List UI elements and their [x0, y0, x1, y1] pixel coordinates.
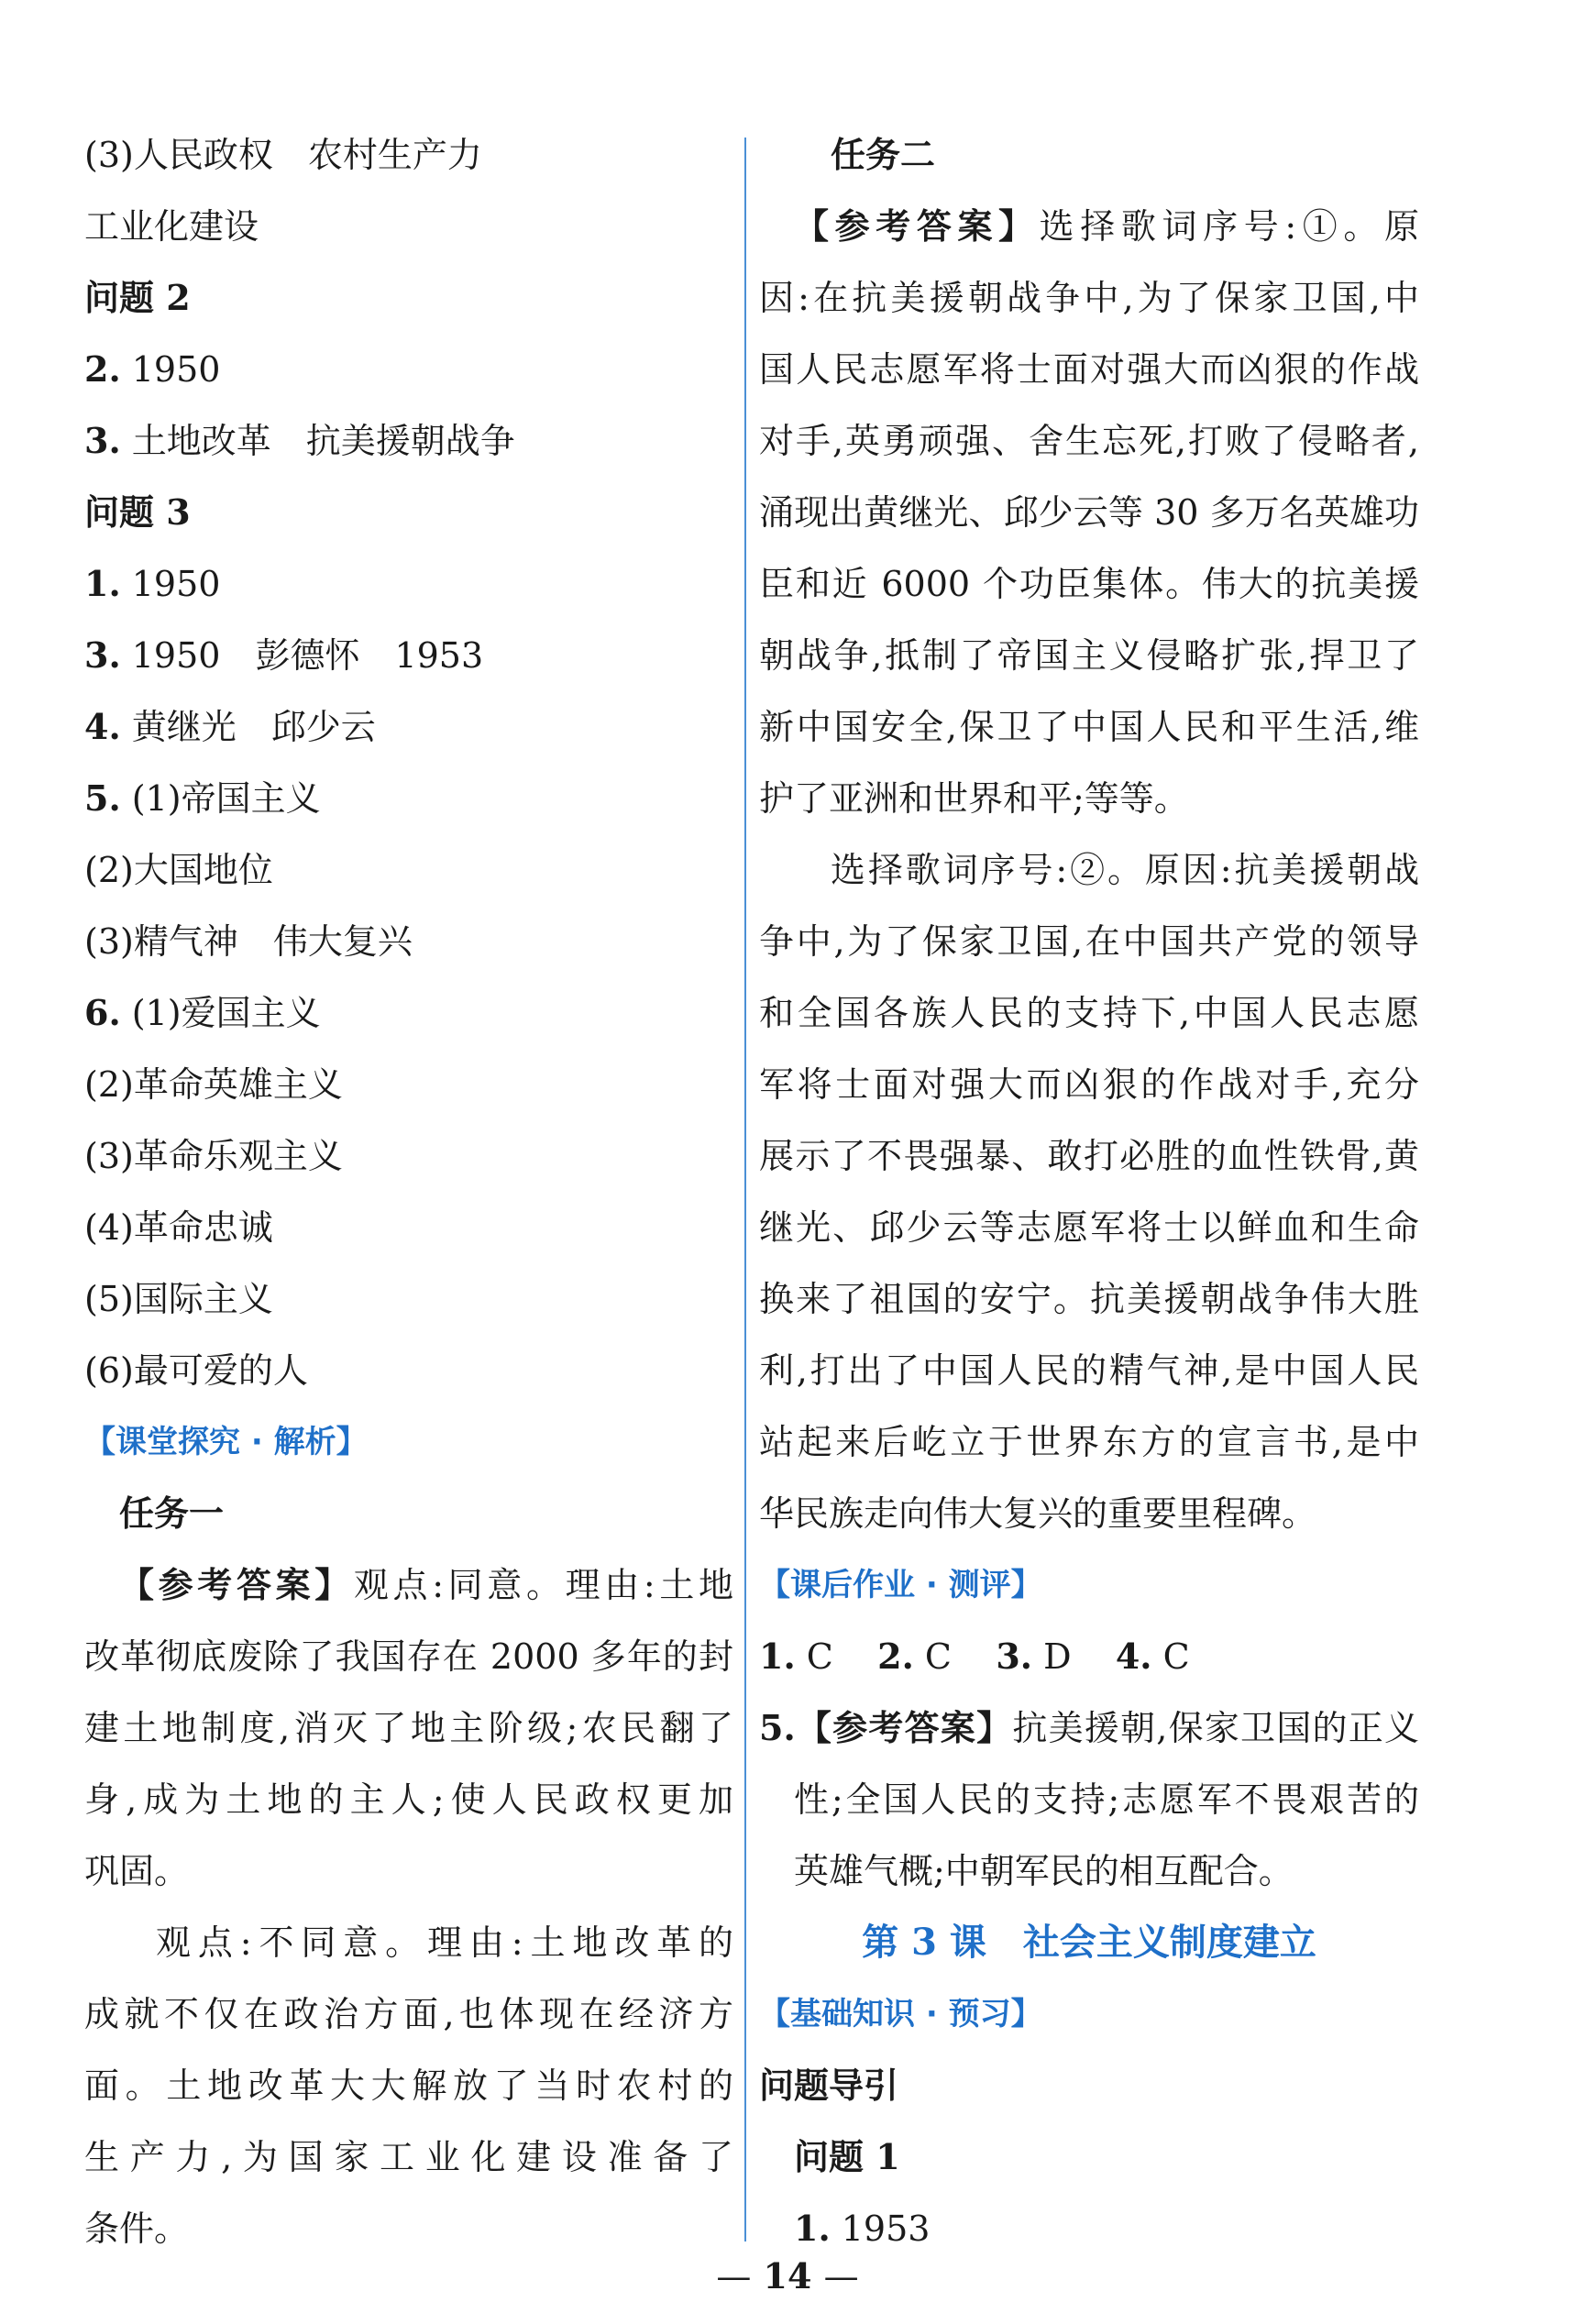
answer-line: [84, 548, 733, 620]
answer-text: (1)爱国主义: [120, 993, 321, 1033]
paragraph-line: 臣和近 6000 个功臣集体。伟大的抗美援: [759, 564, 1419, 604]
paragraph-line: 朝战争,抵制了帝国主义侵略扩张,捍卫了: [759, 635, 1419, 676]
question-1-title: 问题 1: [794, 2136, 900, 2177]
answer-text: (1)帝国主义: [120, 778, 321, 819]
answer-line: (3)人民政权 农村生产力: [84, 135, 482, 175]
item-number: 4.: [1115, 1636, 1152, 1677]
right-column: [759, 119, 1419, 2264]
answer-text: C: [1151, 1636, 1190, 1677]
item-number: 5.: [759, 1707, 796, 1748]
paragraph-line: 选择歌词序号:②。原因:抗美援朝战: [831, 850, 1419, 890]
answer-line: (2)革命英雄主义: [84, 1064, 343, 1105]
paragraph-line: 观点:不同意。理由:土地改革的: [156, 1922, 733, 1963]
lesson-title: 第 3 课 社会主义制度建立: [862, 1921, 1316, 1964]
paragraph-text: 选择歌词序号:①。原: [1039, 206, 1419, 247]
answer-text: C: [795, 1636, 833, 1677]
page-number: 14: [763, 2255, 812, 2296]
answer-text: C: [913, 1636, 952, 1677]
answer-line: [84, 620, 733, 691]
paragraph-line: 继光、邱少云等志愿军将士以鲜血和生命: [759, 1207, 1419, 1248]
answer-line: (3)精气神 伟大复兴: [84, 921, 413, 962]
answer-line: [759, 2193, 1419, 2264]
answer-label: 【参考答案】: [794, 205, 1040, 247]
item-number: 1.: [84, 563, 121, 604]
answer-line: (2)大国地位: [84, 850, 273, 890]
answer-line: [84, 691, 733, 763]
item-number: 3.: [84, 634, 121, 676]
answer-text: 1950 彭德怀 1953: [120, 635, 484, 676]
item-number: 2.: [877, 1636, 914, 1677]
answer-text: 黄继光 邱少云: [120, 707, 376, 747]
paragraph-line: 建土地制度,消灭了地主阶级;农民翻了: [84, 1708, 733, 1748]
task-2-title: 任务二: [831, 134, 936, 175]
answer-label: 【参考答案】: [795, 1707, 1013, 1748]
paragraph-line: 因:在抗美援朝战争中,为了保家卫国,中: [759, 278, 1419, 318]
paragraph-line: [84, 1549, 733, 1621]
task-1-title: 任务一: [119, 1492, 225, 1534]
homework-answers-row: [759, 1621, 1419, 1692]
answer-line: [84, 763, 733, 834]
left-column: [84, 119, 733, 2264]
paragraph-line: 展示了不畏强暴、敢打必胜的血性铁骨,黄: [759, 1136, 1419, 1176]
answer-line: (3)革命乐观主义: [84, 1136, 343, 1176]
answer-text: 1953: [830, 2208, 931, 2249]
answer-text: 土地改革 抗美援朝战争: [120, 421, 515, 461]
paragraph-line: 护了亚洲和世界和平;等等。: [759, 778, 1189, 819]
answer-text: 1950: [120, 564, 221, 604]
paragraph-line: 生产力,为国家工业化建设准备了: [84, 2137, 733, 2177]
paragraph-line: 新中国安全,保卫了中国人民和平生活,维: [759, 707, 1419, 747]
paragraph-line: 国人民志愿军将士面对强大而凶狠的作战: [759, 349, 1419, 390]
answer-line: (5)国际主义: [84, 1279, 273, 1319]
paragraph-line: 条件。: [84, 2208, 190, 2249]
page-number-footer: [0, 2255, 1575, 2296]
answer-line: [84, 334, 733, 405]
footer-dash-left: —: [716, 2256, 752, 2296]
paragraph-line: 华民族走向伟大复兴的重要里程碑。: [759, 1493, 1317, 1534]
section-heading-explore: 【课堂探究 · 解析】: [84, 1424, 368, 1460]
paragraph-line: 涌现出黄继光、邱少云等 30 多万名英雄功: [759, 492, 1419, 533]
answer-line: 工业化建设: [84, 206, 259, 247]
item-number: 2.: [84, 348, 121, 390]
paragraph-line: 和全国各族人民的支持下,中国人民志愿: [759, 993, 1419, 1033]
item-number: 4.: [84, 706, 121, 747]
paragraph-line: 英雄气概;中朝军民的相互配合。: [794, 1851, 1294, 1891]
paragraph-line: 争中,为了保家卫国,在中国共产党的领导: [759, 921, 1419, 962]
answer-line: (4)革命忠诚: [84, 1207, 273, 1248]
paragraph-line: 面。土地改革大大解放了当时农村的: [84, 2065, 733, 2106]
item-number: 3.: [996, 1636, 1032, 1677]
footer-dash-right: —: [823, 2256, 859, 2296]
guide-title: 问题导引: [759, 2065, 899, 2106]
paragraph-line: 换来了祖国的安宁。抗美援朝战争伟大胜: [759, 1279, 1419, 1319]
paragraph-text: 抗美援朝,保家卫国的正义: [1012, 1708, 1419, 1748]
item-number: 5.: [84, 777, 121, 819]
paragraph-line: 身,成为土地的主人;使人民政权更加: [84, 1779, 733, 1820]
paragraph-line: 巩固。: [84, 1851, 190, 1891]
answer-line: [84, 977, 733, 1049]
paragraph-line: 利,打出了中国人民的精气神,是中国人民: [759, 1350, 1419, 1391]
question-2-title: 问题 2: [84, 277, 191, 318]
paragraph-line: [759, 191, 1419, 262]
paragraph-line: [759, 1692, 1419, 1764]
paragraph-line: 成就不仅在政治方面,也体现在经济方: [84, 1994, 733, 2034]
paragraph-text: 观点:同意。理由:土地: [353, 1565, 733, 1605]
item-number: 1.: [794, 2208, 831, 2249]
paragraph-line: 性;全国人民的支持;志愿军不畏艰苦的: [794, 1779, 1419, 1820]
question-3-title: 问题 3: [84, 491, 191, 533]
answer-line: [84, 405, 733, 477]
section-heading-basic: 【基础知识 · 预习】: [759, 1996, 1042, 2032]
answer-label: 【参考答案】: [119, 1564, 354, 1605]
answer-text: D: [1031, 1636, 1072, 1677]
item-number: 3.: [84, 420, 121, 461]
paragraph-line: 改革彻底废除了我国存在 2000 多年的封: [84, 1636, 733, 1677]
paragraph-line: 对手,英勇顽强、舍生忘死,打败了侵略者,: [759, 421, 1419, 461]
answer-text: 1950: [120, 349, 221, 390]
paragraph-line: 军将士面对强大而凶狠的作战对手,充分: [759, 1064, 1419, 1105]
item-number: 1.: [759, 1636, 796, 1677]
answer-line: (6)最可爱的人: [84, 1350, 308, 1391]
item-number: 6.: [84, 992, 121, 1033]
column-divider: [744, 138, 746, 2241]
section-heading-homework: 【课后作业 · 测评】: [759, 1567, 1042, 1603]
paragraph-line: 站起来后屹立于世界东方的宣言书,是中: [759, 1422, 1419, 1462]
